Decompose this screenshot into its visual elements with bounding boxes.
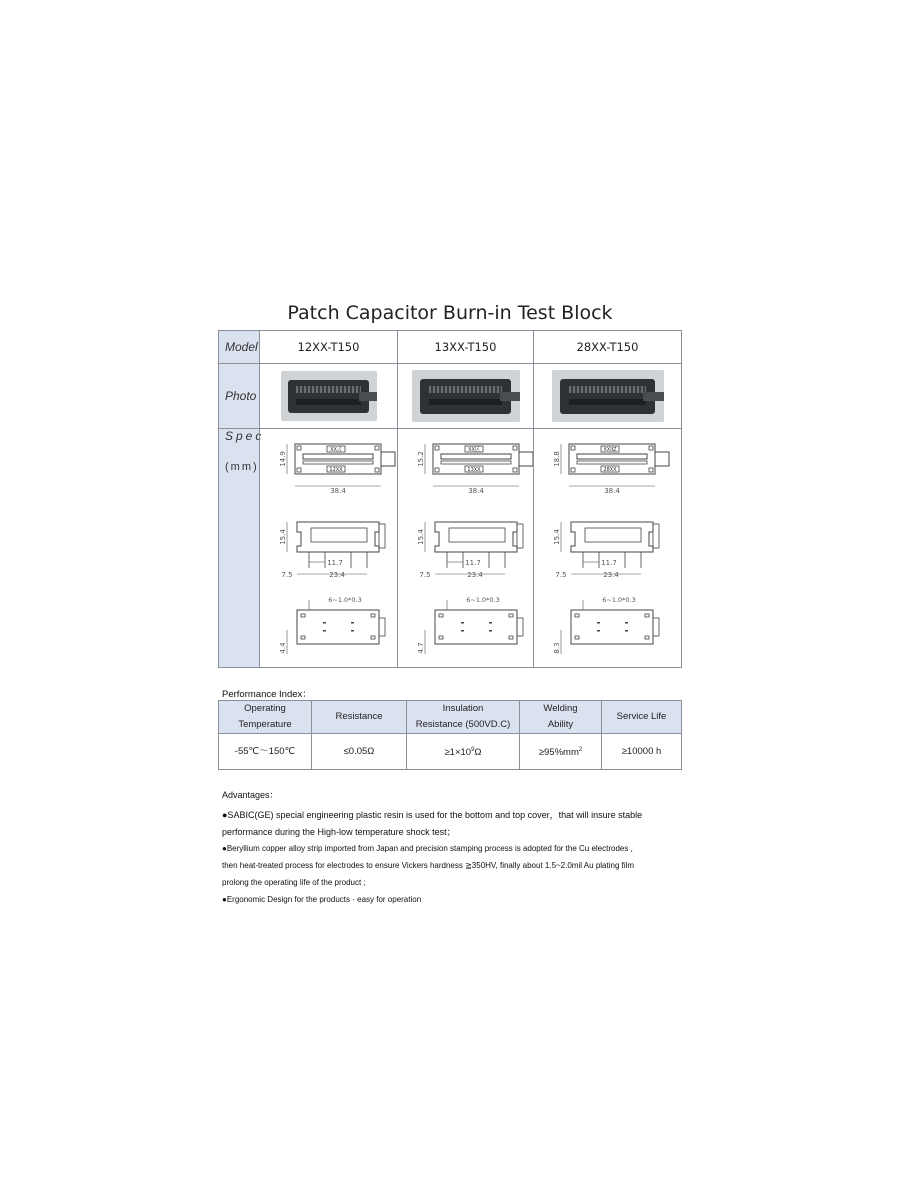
product-photo-12xx <box>281 371 377 421</box>
top-view-slot <box>577 461 647 464</box>
advantage-line: performance during the High-low temperature shock test； <box>222 827 456 837</box>
performance-index-label: Performance Index： <box>222 689 312 700</box>
advantage-line: prolong the operating life of the product ; <box>222 878 366 887</box>
advantage-line: ●SABIC(GE) special engineering plastic resin is used for the bottom and top cover，that will insure stable <box>222 810 643 820</box>
side-view-tab <box>517 524 523 548</box>
dimension-pad: 6~1.0*0.3 <box>601 596 636 604</box>
top-view-slot <box>441 454 511 459</box>
performance-header-row <box>219 701 681 734</box>
bottom-view-outline <box>297 610 379 644</box>
bottom-pad <box>371 636 375 639</box>
value-insulation-resistance: $\ge 1\times 10^9\Omega$ <box>406 734 519 769</box>
dimension-pitch: 11.7 <box>326 559 343 567</box>
technical-drawing-13xx <box>399 430 533 666</box>
bottom-view-tab <box>517 618 523 636</box>
top-view-slot <box>303 454 373 459</box>
dimension-side-height: 15.4 <box>552 529 561 545</box>
top-view-slot <box>303 461 373 464</box>
bottom-pad <box>439 614 443 617</box>
bottom-pad <box>575 636 579 639</box>
dimension-bottom-height: 4.4 <box>278 642 287 654</box>
model-row-label: Model <box>219 331 259 363</box>
dimension-pitch: 11.7 <box>600 559 617 567</box>
bottom-pad <box>645 614 649 617</box>
photo-row <box>219 364 681 429</box>
dimension-offset: 7.5 <box>280 571 293 579</box>
header-operating-temperature: Operating Temperature <box>238 703 292 730</box>
top-view-slot <box>441 461 511 464</box>
dimension-offset: 7.5 <box>554 571 567 579</box>
side-view-tab <box>653 524 659 548</box>
spec-row <box>219 429 681 667</box>
bottom-pad <box>301 614 305 617</box>
side-view-cavity <box>585 528 641 542</box>
header-welding-ability: Welding Ability <box>519 701 601 733</box>
dimension-pitch: 11.7 <box>464 559 481 567</box>
spec-label: Spec <box>225 429 265 443</box>
bottom-contact <box>625 622 628 624</box>
performance-table <box>218 700 682 770</box>
dimension-height: 18.8 <box>552 451 561 467</box>
header-service-life: Service Life <box>601 701 681 733</box>
value-service-life: ≥10000 h <box>601 734 681 769</box>
bottom-contact <box>489 630 492 632</box>
bottom-view-tab <box>379 618 385 636</box>
side-view-cavity <box>449 528 505 542</box>
dimension-side-height: 15.4 <box>278 529 287 545</box>
advantage-line: ●Beryllium copper alloy strip imported from Japan and precision stamping process is adopted for the Cu electrodes , <box>222 844 633 853</box>
value-resistance: ≤0.05Ω <box>311 734 406 769</box>
model-12xx: 12XX-T150 <box>259 331 397 363</box>
bottom-pad <box>439 636 443 639</box>
advantages-section <box>222 788 692 909</box>
corner-pad <box>571 446 575 450</box>
corner-pad <box>375 468 379 472</box>
spec-unit-label: (mm) <box>225 461 259 473</box>
model-13xx: 13XX-T150 <box>397 331 533 363</box>
advantages-heading: Advantages： <box>222 790 279 800</box>
corner-pad <box>513 468 517 472</box>
performance-values-row <box>219 734 681 769</box>
corner-pad <box>649 446 653 450</box>
dimension-side-height: 15.4 <box>416 529 425 545</box>
dimension-width: 23.4 <box>328 571 345 579</box>
top-view-slot <box>577 454 647 459</box>
dimension-length: 38.4 <box>467 487 484 495</box>
corner-pad <box>571 468 575 472</box>
technical-drawing-12xx <box>261 430 397 666</box>
label-plate-text: XXIIZ <box>602 447 617 453</box>
corner-pad <box>513 446 517 450</box>
label-plate-text: 13XX <box>466 467 481 473</box>
dimension-height: 15.2 <box>416 451 425 467</box>
dimension-width: 23.4 <box>466 571 483 579</box>
advantage-line: then heat-treated process for electrodes to ensure Vickers hardness ≧350HV, finally about 1.5~2.0mil Au plating film <box>222 861 635 870</box>
side-view-tab <box>379 524 385 548</box>
corner-pad <box>435 468 439 472</box>
bottom-contact <box>597 622 600 624</box>
dimension-pad: 6~1.0*0.3 <box>327 596 362 604</box>
dimension-length: 38.4 <box>329 487 346 495</box>
corner-pad <box>297 446 301 450</box>
product-photo-13xx <box>412 370 520 422</box>
corner-pad <box>649 468 653 472</box>
bottom-contact <box>461 630 464 632</box>
dimension-length: 38.4 <box>603 487 620 495</box>
top-view-tab <box>655 452 669 466</box>
model-28xx: 28XX-T150 <box>533 331 681 363</box>
top-view-tab <box>381 452 395 466</box>
bottom-contact <box>597 630 600 632</box>
advantage-line: ●Ergonomic Design for the products · easy for operation <box>222 895 422 904</box>
dimension-offset: 7.5 <box>418 571 431 579</box>
spec-table <box>218 330 682 668</box>
label-plate-text: XX占 <box>329 447 342 453</box>
header-resistance: Resistance <box>311 701 406 733</box>
bottom-contact <box>351 630 354 632</box>
bottom-contact <box>323 622 326 624</box>
bottom-contact <box>625 630 628 632</box>
dimension-bottom-height: 8.3 <box>552 642 561 654</box>
side-view-cavity <box>311 528 367 542</box>
dimension-height: 14.9 <box>278 451 287 467</box>
label-plate-text: 12XX <box>328 467 343 473</box>
bottom-pad <box>645 636 649 639</box>
top-view-tab <box>519 452 533 466</box>
bottom-pad <box>371 614 375 617</box>
corner-pad <box>297 468 301 472</box>
bottom-contact <box>461 622 464 624</box>
dimension-bottom-height: 4.7 <box>416 642 425 654</box>
label-plate-text: XX区 <box>467 447 480 453</box>
bottom-view-outline <box>571 610 653 644</box>
value-welding-ability: $\ge 95\%mm^2$ <box>519 734 601 769</box>
header-insulation-resistance: Insulation Resistance (500VD.C) <box>406 701 519 733</box>
bottom-pad <box>301 636 305 639</box>
corner-pad <box>375 446 379 450</box>
bottom-view-tab <box>653 618 659 636</box>
dimension-width: 23.4 <box>602 571 619 579</box>
technical-drawing-28xx <box>535 430 681 666</box>
bottom-contact <box>323 630 326 632</box>
corner-pad <box>435 446 439 450</box>
bottom-pad <box>509 614 513 617</box>
bottom-pad <box>575 614 579 617</box>
page-title: Patch Capacitor Burn-in Test Block <box>287 302 613 324</box>
bottom-pad <box>509 636 513 639</box>
photo-row-label: Photo <box>219 364 259 428</box>
bottom-view-outline <box>435 610 517 644</box>
bottom-contact <box>489 622 492 624</box>
product-photo-28xx <box>552 370 664 422</box>
dimension-pad: 6~1.0*0.3 <box>465 596 500 604</box>
value-operating-temperature: -55℃～150℃ <box>234 745 296 757</box>
model-row <box>219 331 681 364</box>
label-plate-text: 28XX <box>602 467 617 473</box>
bottom-contact <box>351 622 354 624</box>
spec-row-label <box>219 429 265 667</box>
